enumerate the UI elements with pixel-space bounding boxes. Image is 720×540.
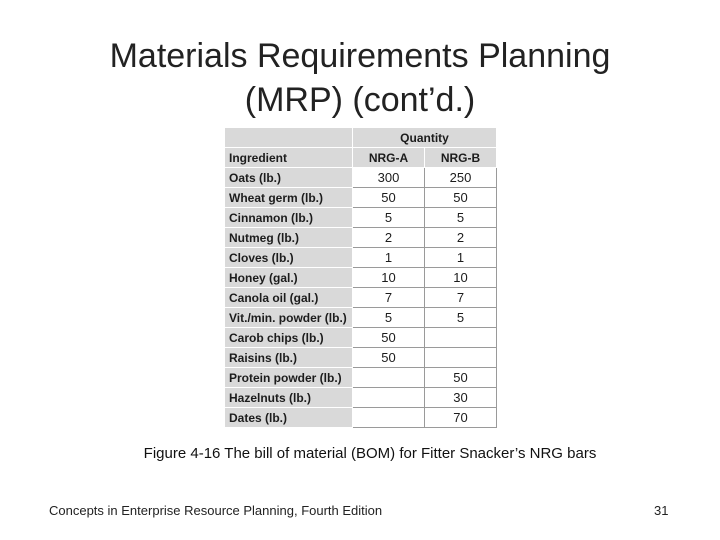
nrg-b-cell <box>425 328 497 348</box>
nrg-b-cell: 2 <box>425 228 497 248</box>
nrg-a-cell: 5 <box>353 308 425 328</box>
nrg-a-cell <box>353 368 425 388</box>
nrg-b-cell: 70 <box>425 408 497 428</box>
nrg-b-cell: 30 <box>425 388 497 408</box>
table-row <box>225 348 497 368</box>
table-row <box>225 188 497 208</box>
ingredient-cell: Cloves (lb.) <box>225 248 353 268</box>
table-row <box>225 408 497 428</box>
table-row <box>225 268 497 288</box>
nrg-b-cell: 1 <box>425 248 497 268</box>
ingredient-cell: Protein powder (lb.) <box>225 368 353 388</box>
nrg-a-cell: 10 <box>353 268 425 288</box>
table-header-blank <box>225 128 353 148</box>
slide-title-line-1: Materials Requirements Planning <box>109 37 611 75</box>
nrg-b-cell: 50 <box>425 368 497 388</box>
nrg-a-cell: 300 <box>353 168 425 188</box>
ingredient-cell: Honey (gal.) <box>225 268 353 288</box>
table-row <box>225 228 497 248</box>
column-header-ingredient: Ingredient <box>225 148 353 168</box>
ingredient-cell: Carob chips (lb.) <box>225 328 353 348</box>
nrg-b-cell: 50 <box>425 188 497 208</box>
nrg-a-cell: 7 <box>353 288 425 308</box>
ingredient-cell: Canola oil (gal.) <box>225 288 353 308</box>
bom-table <box>224 127 497 428</box>
nrg-a-cell <box>353 388 425 408</box>
ingredient-cell: Oats (lb.) <box>225 168 353 188</box>
quantity-group-header: Quantity <box>353 128 497 148</box>
nrg-b-cell: 5 <box>425 308 497 328</box>
nrg-a-cell: 50 <box>353 188 425 208</box>
ingredient-cell: Raisins (lb.) <box>225 348 353 368</box>
table-row <box>225 168 497 188</box>
table-row <box>225 388 497 408</box>
table-row <box>225 208 497 228</box>
footer-book-title: Concepts in Enterprise Resource Planning, Fourth Edition <box>49 503 383 518</box>
table-row <box>225 368 497 388</box>
nrg-a-cell: 50 <box>353 348 425 368</box>
ingredient-cell: Cinnamon (lb.) <box>225 208 353 228</box>
ingredient-cell: Nutmeg (lb.) <box>225 228 353 248</box>
figure-caption: Figure 4-16 The bill of material (BOM) for Fitter Snacker’s NRG bars <box>143 445 597 462</box>
footer-page-number: 31 <box>654 503 669 518</box>
nrg-a-cell: 5 <box>353 208 425 228</box>
nrg-a-cell: 50 <box>353 328 425 348</box>
nrg-b-cell: 5 <box>425 208 497 228</box>
nrg-a-cell: 1 <box>353 248 425 268</box>
slide-title <box>0 34 720 122</box>
table-column-header-row <box>225 148 497 168</box>
table-row <box>225 328 497 348</box>
table-group-header-row <box>225 128 497 148</box>
column-header-nrg-b: NRG-B <box>425 148 497 168</box>
nrg-b-cell: 10 <box>425 268 497 288</box>
table-row <box>225 308 497 328</box>
table-row <box>225 288 497 308</box>
table-row <box>225 248 497 268</box>
nrg-a-cell <box>353 408 425 428</box>
ingredient-cell: Vit./min. powder (lb.) <box>225 308 353 328</box>
slide-title-line-2: (MRP) (cont’d.) <box>244 81 476 119</box>
ingredient-cell: Dates (lb.) <box>225 408 353 428</box>
nrg-b-cell <box>425 348 497 368</box>
ingredient-cell: Wheat germ (lb.) <box>225 188 353 208</box>
nrg-a-cell: 2 <box>353 228 425 248</box>
nrg-b-cell: 250 <box>425 168 497 188</box>
nrg-b-cell: 7 <box>425 288 497 308</box>
ingredient-cell: Hazelnuts (lb.) <box>225 388 353 408</box>
column-header-nrg-a: NRG-A <box>353 148 425 168</box>
